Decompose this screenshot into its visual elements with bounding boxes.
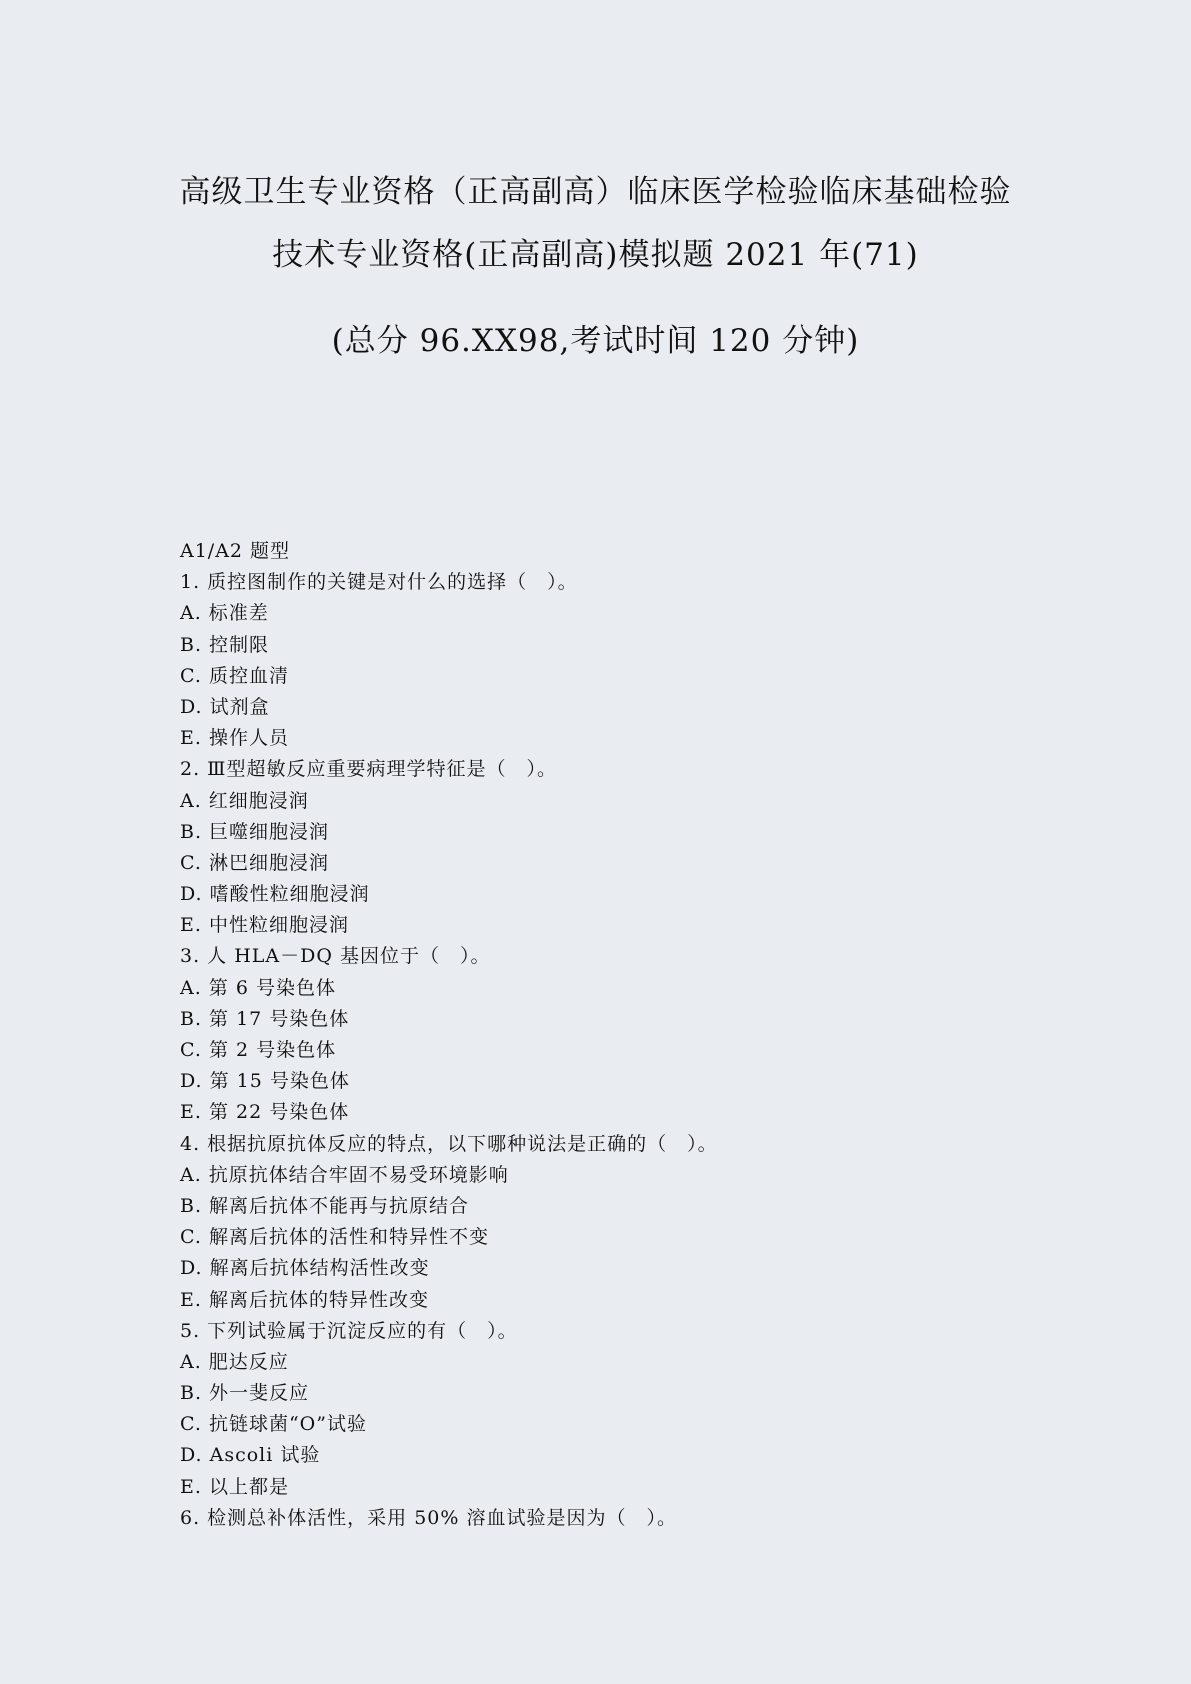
question-stem-4: 4. 根据抗原抗体反应的特点，以下哪种说法是正确的（ ）。	[180, 1132, 718, 1155]
option-3-d: D. 第 15 号染色体	[180, 1070, 350, 1093]
option-5-e: E. 以上都是	[180, 1475, 289, 1498]
question-list	[180, 536, 1080, 1534]
option-1-d: D. 试剂盒	[180, 695, 270, 718]
question-stem-2: 2. Ⅲ型超敏反应重要病理学特征是（ ）。	[180, 758, 557, 781]
option-5-a: A. 肥达反应	[180, 1350, 289, 1373]
option-4-d: D. 解离后抗体结构活性改变	[180, 1257, 430, 1280]
option-5-d: D. Ascoli 试验	[180, 1444, 321, 1467]
section-label: A1/A2 题型	[180, 540, 291, 562]
option-4-b: B. 解离后抗体不能再与抗原结合	[180, 1194, 470, 1217]
option-5-b: B. 外一斐反应	[180, 1382, 310, 1405]
option-2-d: D. 嗜酸性粒细胞浸润	[180, 883, 370, 906]
document-title-line-2: 技术专业资格(正高副高)模拟题 2021 年(71)	[272, 237, 919, 273]
option-1-b: B. 控制限	[180, 633, 270, 656]
option-2-a: A. 红细胞浸润	[180, 789, 309, 812]
option-2-b: B. 巨噬细胞浸润	[180, 820, 330, 843]
option-1-a: A. 标准差	[180, 602, 269, 625]
option-3-a: A. 第 6 号染色体	[180, 976, 336, 999]
question-stem-1: 1. 质控图制作的关键是对什么的选择（ ）。	[180, 571, 578, 594]
option-4-c: C. 解离后抗体的活性和特异性不变	[180, 1226, 489, 1249]
question-stem-6: 6. 检测总补体活性，采用 50% 溶血试验是因为（ ）。	[180, 1506, 677, 1529]
option-1-e: E. 操作人员	[180, 727, 289, 750]
document-subtitle: (总分 96.XX98,考试时间 120 分钟)	[331, 323, 860, 359]
document-title-line-1: 高级卫生专业资格（正高副高）临床医学检验临床基础检验	[179, 174, 1012, 210]
option-5-c: C. 抗链球菌“O”试验	[180, 1413, 367, 1436]
option-4-e: E. 解离后抗体的特异性改变	[180, 1288, 429, 1311]
option-3-e: E. 第 22 号染色体	[180, 1101, 350, 1124]
question-stem-5: 5. 下列试验属于沉淀反应的有（ ）。	[180, 1319, 518, 1342]
question-stem-3: 3. 人 HLA－DQ 基因位于（ ）。	[180, 945, 491, 968]
option-1-c: C. 质控血清	[180, 664, 289, 687]
option-4-a: A. 抗原抗体结合牢固不易受环境影响	[180, 1163, 509, 1186]
option-2-e: E. 中性粒细胞浸润	[180, 914, 349, 937]
option-2-c: C. 淋巴细胞浸润	[180, 851, 329, 874]
option-3-c: C. 第 2 号染色体	[180, 1039, 337, 1061]
option-3-b: B. 第 17 号染色体	[180, 1007, 350, 1030]
